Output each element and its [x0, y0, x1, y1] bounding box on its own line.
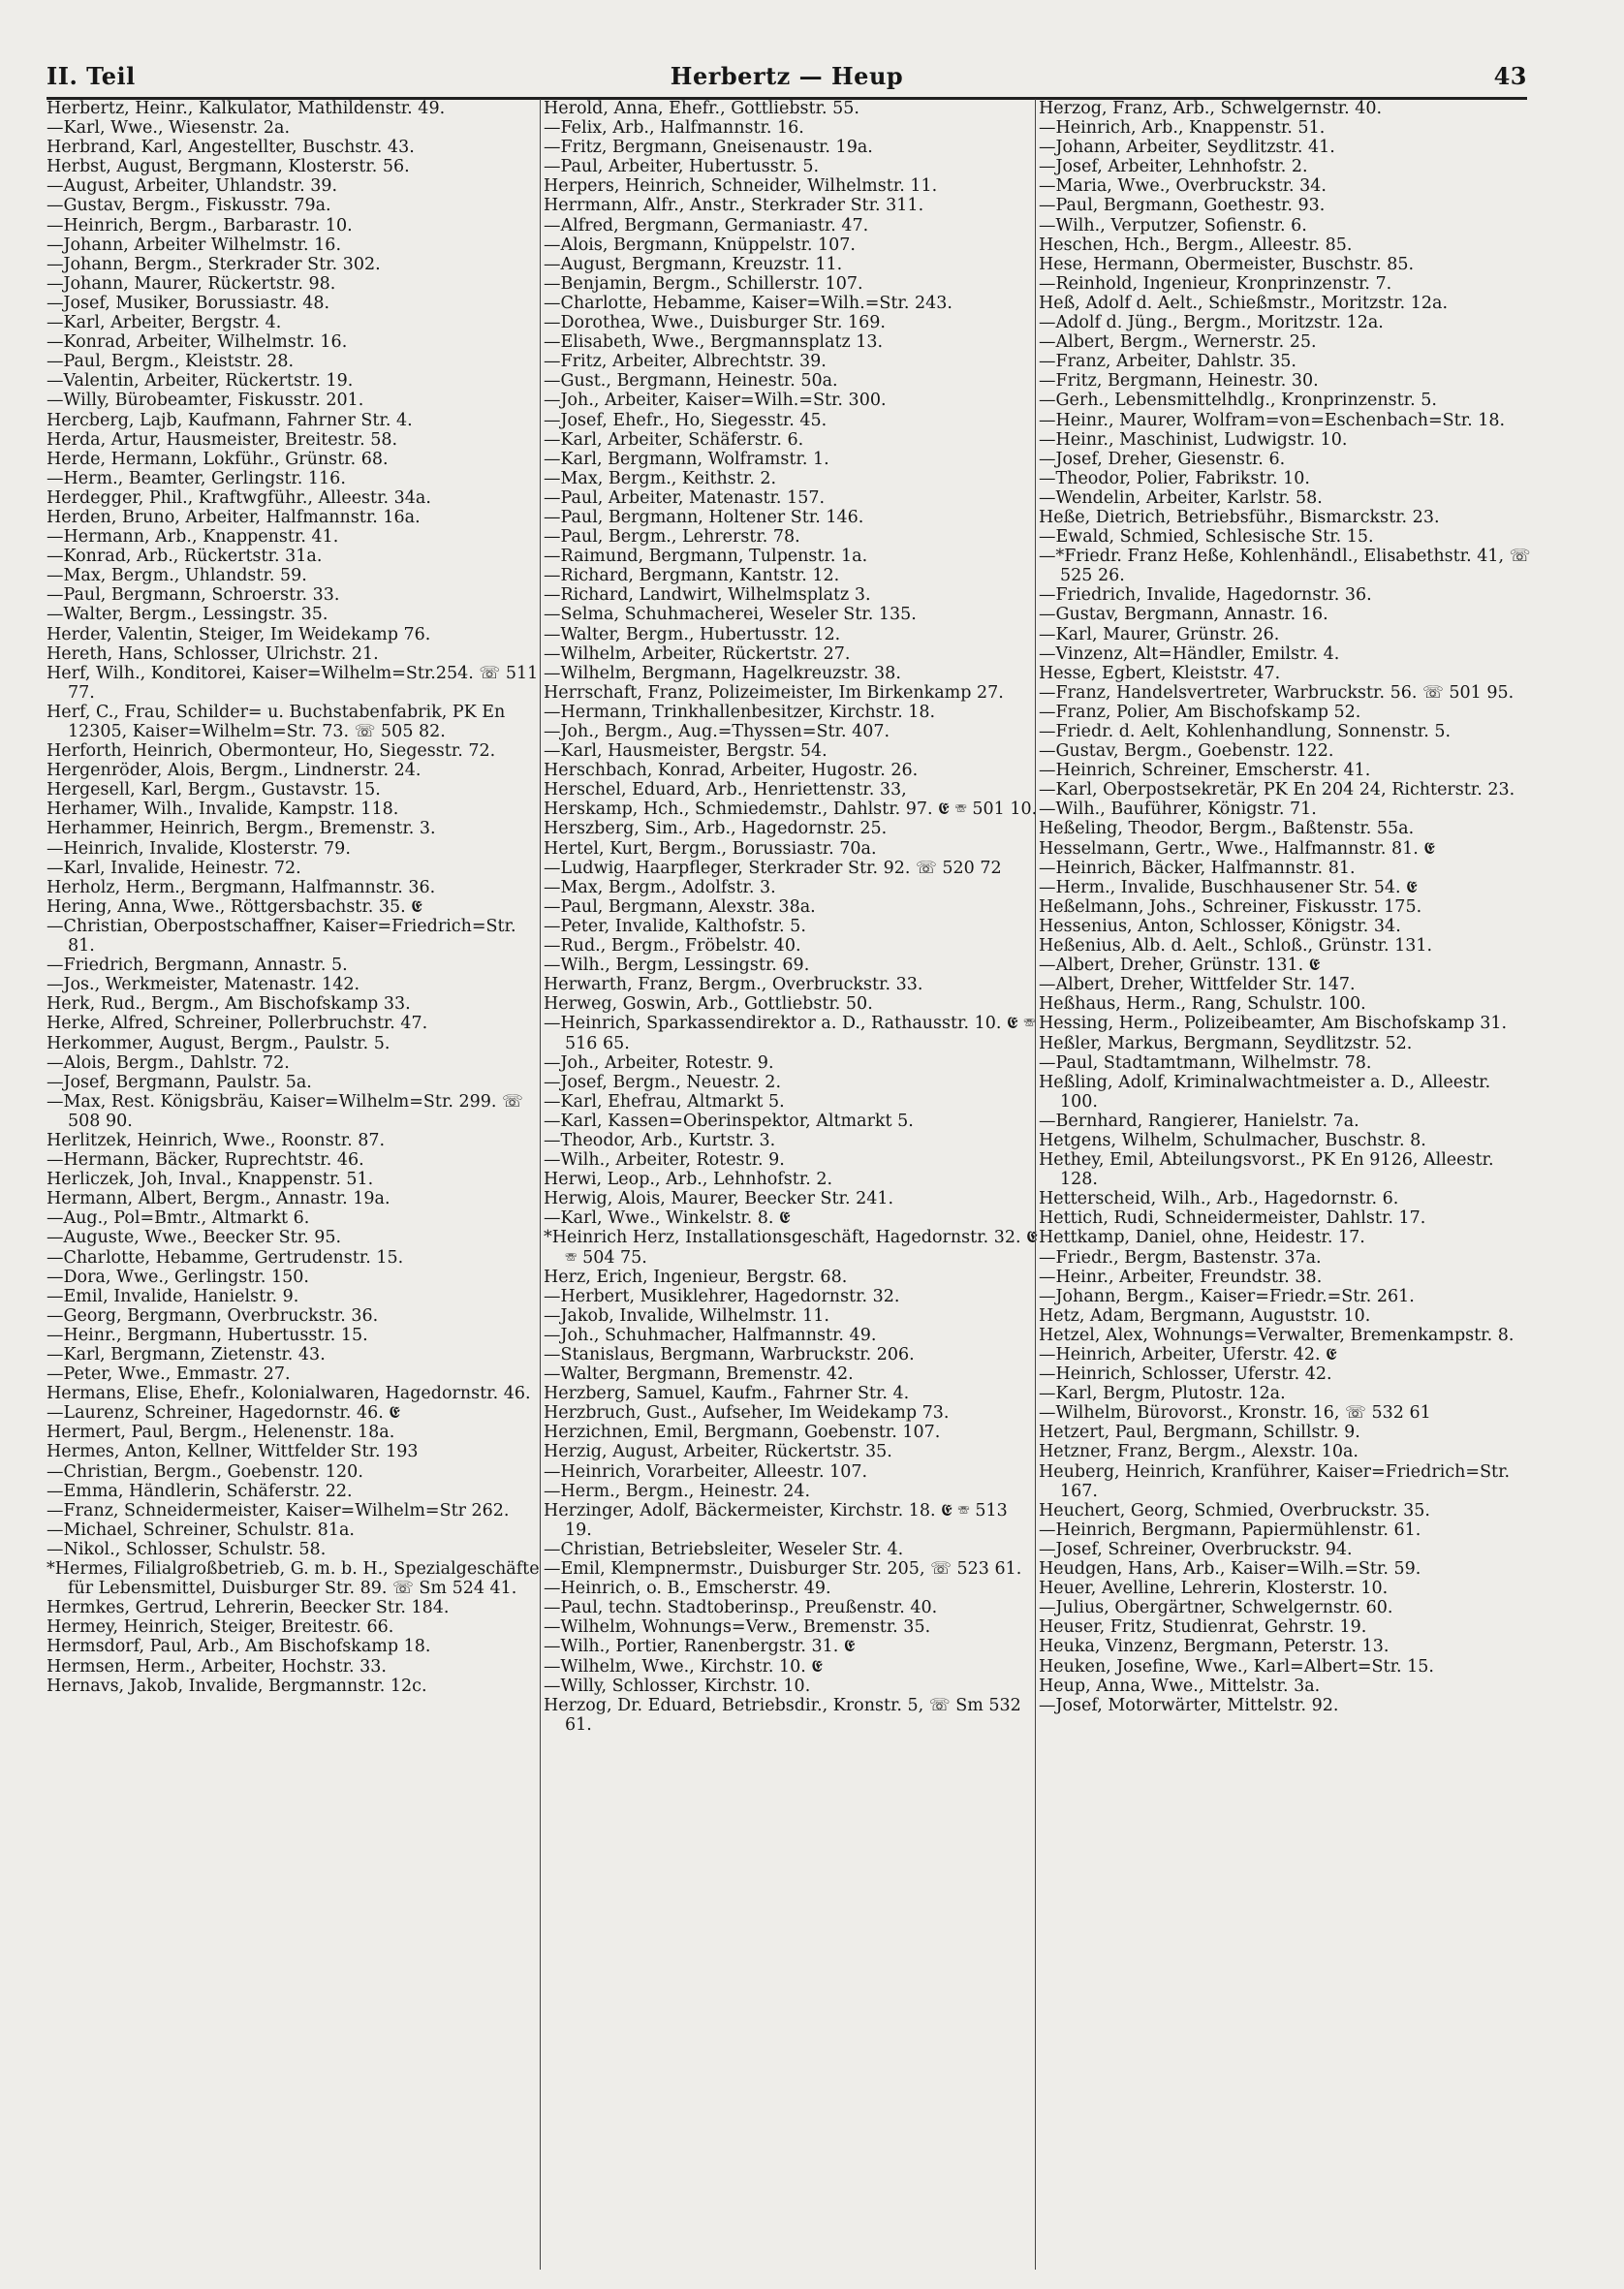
directory-entry: —Friedr., Bergm, Bastenstr. 37a.: [1039, 1247, 1322, 1268]
directory-entry: —Walter, Bergmann, Bremenstr. 42.: [544, 1364, 854, 1385]
directory-entry: —Herm., Beamter, Gerlingstr. 116.: [47, 468, 346, 488]
directory-entry: —Herm., Invalide, Buschhausener Str. 54. 𝕰: [1039, 877, 1418, 897]
directory-entry: Herf, C., Frau, Schilder= u. Buchstabenfabrik, PK En 12305, Kaiser=Wilhelm=Str. 73. ☏ 505 82.: [47, 702, 506, 741]
directory-entry: —Stanislaus, Bergmann, Warbruckstr. 206.: [544, 1345, 915, 1364]
directory-entry: —Wilh., Bauführer, Königstr. 71.: [1039, 800, 1317, 820]
directory-entry: Herrmann, Alfr., Anstr., Sterkrader Str. 311.: [544, 196, 924, 216]
directory-entry: —Albert, Dreher, Grünstr. 131. 𝕰: [1039, 956, 1321, 976]
directory-entry: —Joh., Arbeiter, Kaiser=Wilh.=Str. 300.: [544, 391, 887, 411]
directory-entry: —Alfred, Bergmann, Germaniastr. 47.: [544, 215, 869, 235]
directory-entry: —Gustav, Bergmann, Annastr. 16.: [1039, 605, 1328, 625]
directory-entry: Heuser, Fritz, Studienrat, Gehrstr. 19.: [1039, 1617, 1367, 1638]
directory-entry: Herliczek, Joh, Inval., Knappenstr. 51.: [47, 1170, 374, 1190]
directory-entry: Herszberg, Sim., Arb., Hagedornstr. 25.: [544, 819, 888, 839]
directory-entry: Herwig, Alois, Maurer, Beecker Str. 241.: [544, 1189, 894, 1209]
directory-entry: Herold, Anna, Ehefr., Gottliebstr. 55.: [544, 99, 859, 118]
directory-entry: —Joh., Arbeiter, Rotestr. 9.: [544, 1052, 774, 1073]
directory-entry: —Hermann, Trinkhallenbesitzer, Kirchstr. 18.: [544, 702, 936, 722]
directory-entry: Herbrand, Karl, Angestellter, Buschstr. 43.: [47, 138, 415, 158]
directory-entry: Hermert, Paul, Bergm., Helenenstr. 18a.: [47, 1423, 395, 1443]
directory-entry: —Friedrich, Invalide, Hagedornstr. 36.: [1039, 585, 1372, 606]
directory-entry: —Karl, Bergmann, Zietenstr. 43.: [47, 1345, 326, 1364]
directory-entry: —Benjamin, Bergm., Schillerstr. 107.: [544, 273, 863, 294]
directory-entry: —Richard, Bergmann, Kantstr. 12.: [544, 566, 840, 586]
directory-entry: Hetzert, Paul, Bergmann, Schillstr. 9.: [1039, 1423, 1360, 1443]
directory-entry: —Jakob, Invalide, Wilhelmstr. 11.: [544, 1305, 829, 1326]
directory-entry: —Emil, Klempnermstr., Duisburger Str. 205, ☏ 523 61.: [544, 1559, 1022, 1580]
directory-entry: —Selma, Schuhmacherei, Weseler Str. 135.: [544, 605, 917, 625]
directory-entry: —Gustav, Bergm., Fiskusstr. 79a.: [47, 196, 331, 216]
directory-entry: Hese, Hermann, Obermeister, Buschstr. 85.: [1039, 254, 1415, 274]
column-right: [1035, 99, 1533, 2270]
directory-entry: —Theodor, Arb., Kurtstr. 3.: [544, 1130, 776, 1150]
directory-entry: Hetterscheid, Wilh., Arb., Hagedornstr. 6.: [1039, 1189, 1399, 1209]
directory-entry: —Laurenz, Schreiner, Hagedornstr. 46. 𝕰: [47, 1403, 400, 1424]
directory-entry: —Josef, Motorwärter, Mittelstr. 92.: [1039, 1695, 1339, 1715]
directory-entry: —Franz, Handelsvertreter, Warbruckstr. 56. ☏ 501 95.: [1039, 682, 1515, 703]
directory-entry: Hetgens, Wilhelm, Schulmacher, Buschstr. 8.: [1039, 1130, 1426, 1150]
directory-entry: Herrschaft, Franz, Polizeimeister, Im Birkenkamp 27.: [544, 682, 1004, 703]
directory-entry: Hermes, Anton, Kellner, Wittfelder Str. 193: [47, 1442, 419, 1462]
directory-entry: —Max, Bergm., Keithstr. 2.: [544, 468, 777, 488]
directory-entry: —Felix, Arb., Halfmannstr. 16.: [544, 118, 804, 139]
directory-entry: —Ludwig, Haarpfleger, Sterkrader Str. 92. ☏ 520 72: [544, 858, 1002, 878]
directory-entry: —Emma, Händlerin, Schäferstr. 22.: [47, 1481, 353, 1501]
directory-entry: —Konrad, Arb., Rückertstr. 31a.: [47, 547, 323, 567]
directory-entry: —Max, Rest. Königsbräu, Kaiser=Wilhelm=Str. 299. ☏ 508 90.: [47, 1091, 523, 1131]
directory-entry: —Karl, Ehefrau, Altmarkt 5.: [544, 1091, 785, 1112]
directory-entry: —Hermann, Bäcker, Ruprechtstr. 46.: [47, 1150, 364, 1171]
directory-entry: —Paul, Bergmann, Goethestr. 93.: [1039, 196, 1326, 216]
directory-entry: —August, Arbeiter, Uhlandstr. 39.: [47, 176, 338, 197]
directory-entry: Herzinger, Adolf, Bäckermeister, Kirchstr. 18. 𝕰 ☏ 513 19.: [544, 1500, 1008, 1540]
directory-entry: —Gustav, Bergm., Goebenstr. 122.: [1039, 741, 1334, 762]
directory-entry: —Heinrich, Arb., Knappenstr. 51.: [1039, 118, 1326, 139]
directory-entry: Herzbruch, Gust., Aufseher, Im Weidekamp 73.: [544, 1403, 950, 1424]
directory-entry: Heßelmann, Johs., Schreiner, Fiskusstr. 175.: [1039, 896, 1422, 917]
directory-entry: —Vinzenz, Alt=Händler, Emilstr. 4.: [1039, 643, 1340, 664]
directory-entry: —Michael, Schreiner, Schulstr. 81a.: [47, 1520, 355, 1540]
directory-entry: —Rud., Bergm., Fröbelstr. 40.: [544, 936, 801, 956]
directory-entry: Herforth, Heinrich, Obermonteur, Ho, Siegesstr. 72.: [47, 741, 496, 762]
directory-entry: —Theodor, Polier, Fabrikstr. 10.: [1039, 468, 1310, 488]
directory-entry: —Heinrich, Sparkassendirektor a. D., Rathausstr. 10. 𝕰 ☏ 516 65.: [544, 1014, 1036, 1053]
directory-entry: —Paul, techn. Stadtoberinsp., Preußenstr. 40.: [544, 1598, 938, 1618]
directory-entry: —Max, Bergm., Uhlandstr. 59.: [47, 566, 307, 586]
directory-entry: Heß, Adolf d. Aelt., Schießmstr., Moritzstr. 12a.: [1039, 293, 1449, 313]
directory-entry: —Raimund, Bergmann, Tulpenstr. 1a.: [544, 547, 868, 567]
directory-entry: Hethey, Emil, Abteilungsvorst., PK En 9126, Alleestr. 128.: [1039, 1150, 1494, 1190]
directory-entry: —Paul, Bergmann, Alexstr. 38a.: [544, 896, 816, 917]
page-range-title: Herbertz — Heup: [670, 62, 904, 90]
directory-entry: —Emil, Invalide, Hanielstr. 9.: [47, 1286, 299, 1306]
directory-entry: —Alois, Bergm., Dahlstr. 72.: [47, 1052, 290, 1073]
directory-entry: —Ewald, Schmied, Schlesische Str. 15.: [1039, 527, 1374, 548]
directory-entry: Hessing, Herm., Polizeibeamter, Am Bischofskamp 31.: [1039, 1014, 1508, 1034]
directory-entry: —Wilhelm, Wwe., Kirchstr. 10. 𝕰: [544, 1656, 824, 1677]
directory-entry: Herzig, August, Arbeiter, Rückertstr. 35.: [544, 1442, 892, 1462]
directory-entry: —Heinrich, Bergmann, Papiermühlenstr. 61.: [1039, 1520, 1421, 1540]
directory-entry: Hetzel, Alex, Wohnungs=Verwalter, Bremenkampstr. 8.: [1039, 1325, 1515, 1345]
directory-entry: —*Friedr. Franz Heße, Kohlenhändl., Elisabethstr. 41, ☏ 525 26.: [1039, 547, 1531, 586]
directory-entry: Herwi, Leop., Arb., Lehnhofstr. 2.: [544, 1170, 833, 1190]
directory-entry: —Charlotte, Hebamme, Gertrudenstr. 15.: [47, 1247, 404, 1268]
directory-entry: —Adolf d. Jüng., Bergm., Moritzstr. 12a.: [1039, 313, 1384, 333]
directory-entry: —Willy, Bürobeamter, Fiskusstr. 201.: [47, 391, 364, 411]
directory-entry: —Nikol., Schlosser, Schulstr. 58.: [47, 1539, 327, 1559]
directory-entry: Herk, Rud., Bergm., Am Bischofskamp 33.: [47, 994, 411, 1015]
directory-entry: —Joh., Bergm., Aug.=Thyssen=Str. 407.: [544, 722, 890, 741]
directory-entry: —Dora, Wwe., Gerlingstr. 150.: [47, 1267, 309, 1287]
directory-entry: —Elisabeth, Wwe., Bergmannsplatz 13.: [544, 332, 884, 353]
directory-entry: —Herbert, Musiklehrer, Hagedornstr. 32.: [544, 1286, 900, 1306]
directory-entry: Heßenius, Alb. d. Aelt., Schloß., Grünstr. 131.: [1039, 936, 1433, 956]
directory-entry: —Heinrich, Schreiner, Emscherstr. 41.: [1039, 761, 1371, 781]
directory-entry: —Joh., Schuhmacher, Halfmannstr. 49.: [544, 1325, 877, 1345]
directory-entry: —Charlotte, Hebamme, Kaiser=Wilh.=Str. 243.: [544, 293, 953, 313]
directory-entry: Herz, Erich, Ingenieur, Bergstr. 68.: [544, 1267, 848, 1287]
directory-entry: —Josef, Ehefr., Ho, Siegesstr. 45.: [544, 410, 828, 430]
directory-entry: Herf, Wilh., Konditorei, Kaiser=Wilhelm=Str.254. ☏ 511 77.: [47, 663, 539, 703]
directory-entry: Heßling, Adolf, Kriminalwachtmeister a. D., Alleestr. 100.: [1039, 1072, 1491, 1112]
directory-entry: —Karl, Bergmann, Wolframstr. 1.: [544, 449, 829, 469]
directory-entry: —Albert, Bergm., Wernerstr. 25.: [1039, 332, 1317, 353]
directory-entry: —Josef, Arbeiter, Lehnhofstr. 2.: [1039, 157, 1308, 177]
directory-entry: Heuer, Avelline, Lehrerin, Klosterstr. 10.: [1039, 1579, 1389, 1599]
directory-entry: —Wilhelm, Bergmann, Hagelkreuzstr. 38.: [544, 663, 901, 683]
directory-entry: Hermans, Elise, Ehefr., Kolonialwaren, Hagedornstr. 46.: [47, 1384, 531, 1404]
directory-entry: Hergenröder, Alois, Bergm., Lindnerstr. 24.: [47, 761, 422, 781]
directory-entry: Hertel, Kurt, Bergm., Borussiastr. 70a.: [544, 838, 877, 859]
directory-entry: Hetz, Adam, Bergmann, Auguststr. 10.: [1039, 1305, 1371, 1326]
directory-entry: —Heinr., Maschinist, Ludwigstr. 10.: [1039, 429, 1348, 450]
directory-entry: —Christian, Betriebsleiter, Weseler Str. 4.: [544, 1539, 904, 1559]
directory-entry: Heuchert, Georg, Schmied, Overbruckstr. 35.: [1039, 1500, 1430, 1521]
directory-entry: Hermsdorf, Paul, Arb., Am Bischofskamp 18.: [47, 1637, 431, 1657]
directory-entry: Herskamp, Hch., Schmiedemstr., Dahlstr. 97. 𝕰 ☏ 501 10.: [544, 800, 1038, 820]
directory-entry: Herzichnen, Emil, Bergmann, Goebenstr. 107.: [544, 1423, 941, 1443]
directory-entry: Herbertz, Heinr., Kalkulator, Mathildenstr. 49.: [47, 99, 446, 118]
directory-entry: —August, Bergmann, Kreuzstr. 11.: [544, 254, 843, 274]
directory-entry: Hettkamp, Daniel, ohne, Heidestr. 17.: [1039, 1228, 1365, 1248]
directory-entry: —Karl, Arbeiter, Schäferstr. 6.: [544, 429, 804, 450]
directory-entry: —Josef, Schreiner, Overbruckstr. 94.: [1039, 1539, 1353, 1559]
part-label: II. Teil: [47, 62, 136, 90]
directory-entry: —Paul, Bergm., Kleiststr. 28.: [47, 352, 295, 372]
directory-entry: —Julius, Obergärtner, Schwelgernstr. 60.: [1039, 1598, 1393, 1618]
directory-entry: Herder, Valentin, Steiger, Im Weidekamp 76.: [47, 624, 431, 644]
column-left: [47, 99, 543, 2270]
directory-entry: —Josef, Bergm., Neuestr. 2.: [544, 1072, 782, 1092]
directory-entry: —Karl, Wwe., Winkelstr. 8. 𝕰: [544, 1208, 791, 1229]
directory-entry: —Gust., Bergmann, Heinestr. 50a.: [544, 371, 838, 392]
directory-entry: *Heinrich Herz, Installationsgeschäft, Hagedornstr. 32. 𝕰 ☏ 504 75.: [544, 1228, 1038, 1268]
directory-entry: —Paul, Bergmann, Holtener Str. 146.: [544, 507, 864, 527]
directory-entry: Heuberg, Heinrich, Kranführer, Kaiser=Friedrich=Str. 167.: [1039, 1461, 1511, 1501]
directory-entry: Heudgen, Hans, Arb., Kaiser=Wilh.=Str. 59.: [1039, 1559, 1421, 1580]
directory-entry: Heße, Dietrich, Betriebsführ., Bismarckstr. 23.: [1039, 507, 1440, 527]
page-header: [47, 58, 1527, 100]
directory-entry: —Wilh., Arbeiter, Rotestr. 9.: [544, 1150, 785, 1171]
directory-entry: Hermsen, Herm., Arbeiter, Hochstr. 33.: [47, 1656, 387, 1677]
directory-entry: Hercberg, Lajb, Kaufmann, Fahrner Str. 4.: [47, 410, 413, 430]
column-middle: [540, 99, 1040, 2270]
directory-entry: —Walter, Bergm., Hubertusstr. 12.: [544, 624, 841, 644]
directory-entry: Herhamer, Wilh., Invalide, Kampstr. 118.: [47, 800, 399, 820]
directory-entry: Herholz, Herm., Bergmann, Halfmannstr. 36.: [47, 877, 436, 897]
directory-entry: —Reinhold, Ingenieur, Kronprinzenstr. 7.: [1039, 273, 1392, 294]
directory-entry: Hermann, Albert, Bergm., Annastr. 19a.: [47, 1189, 390, 1209]
directory-entry: Herschel, Eduard, Arb., Henriettenstr. 33,: [544, 780, 907, 800]
directory-entry: —Heinrich, Arbeiter, Uferstr. 42. 𝕰: [1039, 1345, 1337, 1364]
directory-entry: Herkommer, August, Bergm., Paulstr. 5.: [47, 1033, 390, 1053]
directory-entry: Herlitzek, Heinrich, Wwe., Roonstr. 87.: [47, 1130, 386, 1150]
directory-entry: —Richard, Landwirt, Wilhelmsplatz 3.: [544, 585, 871, 606]
directory-entry: —Friedr. d. Aelt, Kohlenhandlung, Sonnenstr. 5.: [1039, 722, 1452, 741]
directory-entry: —Christian, Bergm., Goebenstr. 120.: [47, 1461, 363, 1482]
directory-entry: —Karl, Bergm, Plutostr. 12a.: [1039, 1384, 1286, 1404]
directory-entry: Herweg, Goswin, Arb., Gottliebstr. 50.: [544, 994, 873, 1015]
directory-entry: —Johann, Bergm., Sterkrader Str. 302.: [47, 254, 381, 274]
directory-entry: —Albert, Dreher, Wittfelder Str. 147.: [1039, 975, 1356, 995]
directory-entry: Heßhaus, Herm., Rang, Schulstr. 100.: [1039, 994, 1366, 1015]
directory-entry: Heßler, Markus, Bergmann, Seydlitzstr. 52.: [1039, 1033, 1413, 1053]
directory-entry: —Peter, Invalide, Kalthofstr. 5.: [544, 916, 806, 936]
directory-entry: —Paul, Stadtamtmann, Wilhelmstr. 78.: [1039, 1052, 1372, 1073]
directory-entry: —Wilh., Portier, Ranenbergstr. 31. 𝕰: [544, 1637, 856, 1657]
directory-entry: —Wilh., Verputzer, Sofienstr. 6.: [1039, 215, 1307, 235]
directory-entry: —Wendelin, Arbeiter, Karlstr. 58.: [1039, 487, 1323, 508]
directory-entry: Herzberg, Samuel, Kaufm., Fahrner Str. 4.: [544, 1384, 910, 1404]
directory-entry: —Johann, Arbeiter, Seydlitzstr. 41.: [1039, 138, 1335, 158]
directory-entry: —Fritz, Bergmann, Heinestr. 30.: [1039, 371, 1319, 392]
directory-entry: —Friedrich, Bergmann, Annastr. 5.: [47, 956, 348, 976]
directory-entry: —Konrad, Arbeiter, Wilhelmstr. 16.: [47, 332, 348, 353]
directory-entry: Herzog, Dr. Eduard, Betriebsdir., Kronstr. 5, ☏ Sm 532 61.: [544, 1695, 1021, 1735]
directory-entry: —Bernhard, Rangierer, Hanielstr. 7a.: [1039, 1111, 1359, 1131]
directory-entry: Herde, Hermann, Lokführ., Grünstr. 68.: [47, 449, 389, 469]
directory-entry: —Franz, Polier, Am Bischofskamp 52.: [1039, 702, 1361, 722]
directory-entry: —Heinr., Arbeiter, Freundstr. 38.: [1039, 1267, 1323, 1287]
directory-entry: Hereth, Hans, Schlosser, Ulrichstr. 21.: [47, 643, 379, 664]
directory-entry: Herwarth, Franz, Bergm., Overbruckstr. 33.: [544, 975, 923, 995]
directory-entry: —Karl, Invalide, Heinestr. 72.: [47, 858, 301, 878]
directory-entry: Heschen, Hch., Bergm., Alleestr. 85.: [1039, 235, 1353, 255]
directory-entry: —Josef, Dreher, Giesenstr. 6.: [1039, 449, 1286, 469]
directory-entry: Hetzner, Franz, Bergm., Alexstr. 10a.: [1039, 1442, 1359, 1462]
directory-entry: —Walter, Bergm., Lessingstr. 35.: [47, 605, 328, 625]
directory-entry: —Valentin, Arbeiter, Rückertstr. 19.: [47, 371, 354, 392]
directory-entry: Herden, Bruno, Arbeiter, Halfmannstr. 16a.: [47, 507, 421, 527]
directory-entry: —Paul, Arbeiter, Matenastr. 157.: [544, 487, 826, 508]
directory-entry: —Heinr., Bergmann, Hubertusstr. 15.: [47, 1325, 368, 1345]
directory-entry: —Aug., Pol=Bmtr., Altmarkt 6.: [47, 1208, 310, 1229]
directory-entry: —Heinrich, Schlosser, Uferstr. 42.: [1039, 1364, 1332, 1385]
directory-entry: —Hermann, Arb., Knappenstr. 41.: [47, 527, 339, 548]
directory-entry: Heßeling, Theodor, Bergm., Baßtenstr. 55a.: [1039, 819, 1415, 839]
directory-entry: Heuken, Josefine, Wwe., Karl=Albert=Str. 15.: [1039, 1656, 1434, 1677]
directory-entry: Herpers, Heinrich, Schneider, Wilhelmstr. 11.: [544, 176, 938, 197]
directory-entry: Herschbach, Konrad, Arbeiter, Hugostr. 26.: [544, 761, 919, 781]
directory-entry: —Maria, Wwe., Overbruckstr. 34.: [1039, 176, 1327, 197]
directory-entry: *Hermes, Filialgroßbetrieb, G. m. b. H., Spezialgeschäfte für Lebensmittel, Duisburger Str. 89. ☏ Sm 524 41.: [47, 1559, 540, 1599]
directory-entry: —Heinrich, Vorarbeiter, Alleestr. 107.: [544, 1461, 868, 1482]
directory-entry: Hermkes, Gertrud, Lehrerin, Beecker Str. 184.: [47, 1598, 450, 1618]
directory-entry: Hesse, Egbert, Kleiststr. 47.: [1039, 663, 1281, 683]
directory-entry: —Gerh., Lebensmittelhdlg., Kronprinzenstr. 5.: [1039, 391, 1437, 411]
directory-entry: Hettich, Rudi, Schneidermeister, Dahlstr. 17.: [1039, 1208, 1426, 1229]
directory-entry: —Karl, Kassen=Oberinspektor, Altmarkt 5.: [544, 1111, 914, 1131]
directory-entry: —Willy, Schlosser, Kirchstr. 10.: [544, 1676, 811, 1696]
directory-entry: —Josef, Musiker, Borussiastr. 48.: [47, 293, 330, 313]
directory-entry: Herke, Alfred, Schreiner, Pollerbruchstr. 47.: [47, 1014, 428, 1034]
directory-entry: —Georg, Bergmann, Overbruckstr. 36.: [47, 1305, 379, 1326]
directory-entry: Hering, Anna, Wwe., Röttgersbachstr. 35. 𝕰: [47, 896, 422, 917]
directory-entry: —Heinrich, Invalide, Klosterstr. 79.: [47, 838, 351, 859]
page-number: 43: [1493, 62, 1527, 90]
directory-entry: Herda, Artur, Hausmeister, Breitestr. 58.: [47, 429, 398, 450]
directory-entry: —Wilhelm, Bürovorst., Kronstr. 16, ☏ 532 61: [1039, 1403, 1431, 1424]
directory-entry: —Herm., Bergm., Heinestr. 24.: [544, 1481, 811, 1501]
directory-entry: —Heinrich, o. B., Emscherstr. 49.: [544, 1579, 831, 1599]
directory-entry: Heuka, Vinzenz, Bergmann, Peterstr. 13.: [1039, 1637, 1390, 1657]
directory-entry: —Max, Bergm., Adolfstr. 3.: [544, 877, 776, 897]
directory-entry: —Johann, Maurer, Rückertstr. 98.: [47, 273, 336, 294]
directory-entry: —Franz, Schneidermeister, Kaiser=Wilhelm=Str 262.: [47, 1500, 510, 1521]
directory-entry: —Karl, Hausmeister, Bergstr. 54.: [544, 741, 828, 762]
directory-entry: —Karl, Wwe., Wiesenstr. 2a.: [47, 118, 291, 139]
directory-entry: Herhammer, Heinrich, Bergm., Bremenstr. 3.: [47, 819, 436, 839]
directory-entry: —Christian, Oberpostschaffner, Kaiser=Friedrich=Str. 81.: [47, 916, 516, 956]
directory-entry: —Wilhelm, Arbeiter, Rückertstr. 27.: [544, 643, 851, 664]
directory-entry: —Fritz, Arbeiter, Albrechtstr. 39.: [544, 352, 827, 372]
directory-entry: Hesselmann, Gertr., Wwe., Halfmannstr. 81. 𝕰: [1039, 838, 1436, 859]
directory-entry: —Karl, Maurer, Grünstr. 26.: [1039, 624, 1280, 644]
directory-entry: Herbst, August, Bergmann, Klosterstr. 56.: [47, 157, 410, 177]
directory-entry: —Franz, Arbeiter, Dahlstr. 35.: [1039, 352, 1296, 372]
directory-entry: —Wilhelm, Wohnungs=Verw., Bremenstr. 35.: [544, 1617, 931, 1638]
directory-entry: —Peter, Wwe., Emmastr. 27.: [47, 1364, 291, 1385]
directory-entry: —Heinrich, Bäcker, Halfmannstr. 81.: [1039, 858, 1356, 878]
directory-entry: Herzog, Franz, Arb., Schwelgernstr. 40.: [1039, 99, 1383, 118]
directory-entry: Hergesell, Karl, Bergm., Gustavstr. 15.: [47, 780, 381, 800]
directory-entry: Hernavs, Jakob, Invalide, Bergmannstr. 12c.: [47, 1676, 427, 1696]
directory-entry: Hessenius, Anton, Schlosser, Königstr. 34.: [1039, 916, 1401, 936]
directory-entry: —Jos., Werkmeister, Matenastr. 142.: [47, 975, 360, 995]
directory-entry: —Fritz, Bergmann, Gneisenaustr. 19a.: [544, 138, 873, 158]
directory-entry: —Wilh., Bergm, Lessingstr. 69.: [544, 956, 810, 976]
directory-entry: Heup, Anna, Wwe., Mittelstr. 3a.: [1039, 1676, 1321, 1696]
directory-entry: —Paul, Bergmann, Schroerstr. 33.: [47, 585, 340, 606]
directory-entry: —Johann, Bergm., Kaiser=Friedr.=Str. 261.: [1039, 1286, 1415, 1306]
directory-entry: —Dorothea, Wwe., Duisburger Str. 169.: [544, 313, 886, 333]
directory-entry: —Alois, Bergmann, Knüppelstr. 107.: [544, 235, 856, 255]
directory-entry: Hermey, Heinrich, Steiger, Breitestr. 66.: [47, 1617, 394, 1638]
directory-entry: —Johann, Arbeiter Wilhelmstr. 16.: [47, 235, 342, 255]
directory-entry: —Heinrich, Bergm., Barbarastr. 10.: [47, 215, 353, 235]
directory-entry: —Karl, Oberpostsekretär, PK En 204 24, Richterstr. 23.: [1039, 780, 1515, 800]
directory-entry: —Paul, Bergm., Lehrerstr. 78.: [544, 527, 800, 548]
directory-entry: —Auguste, Wwe., Beecker Str. 95.: [47, 1228, 342, 1248]
directory-entry: —Heinr., Maurer, Wolfram=von=Eschenbach=Str. 18.: [1039, 410, 1506, 430]
directory-entry: Herdegger, Phil., Kraftwgführ., Alleestr. 34a.: [47, 487, 431, 508]
directory-entry: —Paul, Arbeiter, Hubertusstr. 5.: [544, 157, 820, 177]
directory-entry: —Josef, Bergmann, Paulstr. 5a.: [47, 1072, 312, 1092]
directory-entry: —Karl, Arbeiter, Bergstr. 4.: [47, 313, 282, 333]
